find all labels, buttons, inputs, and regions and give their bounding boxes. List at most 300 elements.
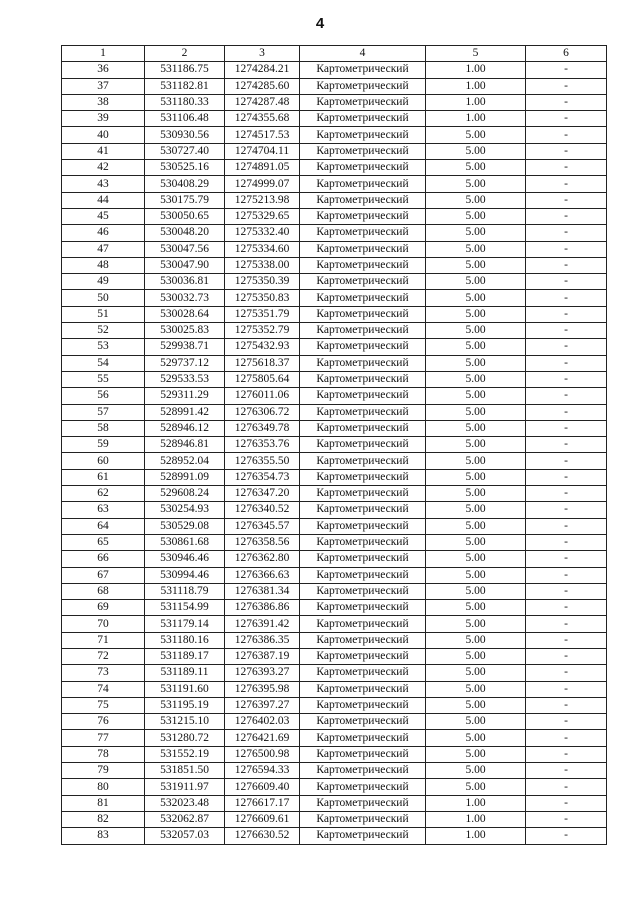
accuracy-cell: 5.00: [426, 241, 526, 257]
accuracy-cell: 5.00: [426, 551, 526, 567]
note-cell: -: [526, 534, 607, 550]
note-cell: -: [526, 828, 607, 844]
x-coordinate-cell: 529533.53: [145, 371, 225, 387]
note-cell: -: [526, 779, 607, 795]
note-cell: -: [526, 339, 607, 355]
method-cell: Картометрический: [300, 534, 426, 550]
point-number-cell: 56: [62, 388, 145, 404]
note-cell: -: [526, 420, 607, 436]
x-coordinate-cell: 532057.03: [145, 828, 225, 844]
method-cell: Картометрический: [300, 111, 426, 127]
point-number-cell: 55: [62, 371, 145, 387]
table-row: [62, 567, 607, 583]
accuracy-cell: 5.00: [426, 192, 526, 208]
y-coordinate-cell: 1274287.48: [225, 94, 300, 110]
y-coordinate-cell: 1276402.03: [225, 714, 300, 730]
y-coordinate-cell: 1276617.17: [225, 795, 300, 811]
y-coordinate-cell: 1276609.61: [225, 811, 300, 827]
table-row: [62, 486, 607, 502]
x-coordinate-cell: 528991.09: [145, 469, 225, 485]
point-number-cell: 59: [62, 437, 145, 453]
accuracy-cell: 5.00: [426, 160, 526, 176]
point-number-cell: 82: [62, 811, 145, 827]
accuracy-cell: 1.00: [426, 62, 526, 78]
x-coordinate-cell: 531186.75: [145, 62, 225, 78]
y-coordinate-cell: 1275332.40: [225, 225, 300, 241]
x-coordinate-cell: 532023.48: [145, 795, 225, 811]
method-cell: Картометрический: [300, 420, 426, 436]
x-coordinate-cell: 530946.46: [145, 551, 225, 567]
method-cell: Картометрический: [300, 811, 426, 827]
table-row: [62, 143, 607, 159]
method-cell: Картометрический: [300, 779, 426, 795]
x-coordinate-cell: 528952.04: [145, 453, 225, 469]
point-number-cell: 49: [62, 274, 145, 290]
point-number-cell: 42: [62, 160, 145, 176]
note-cell: -: [526, 274, 607, 290]
y-coordinate-cell: 1275338.00: [225, 257, 300, 273]
y-coordinate-cell: 1276500.98: [225, 746, 300, 762]
method-cell: Картометрический: [300, 616, 426, 632]
note-cell: -: [526, 795, 607, 811]
table-row: [62, 746, 607, 762]
x-coordinate-cell: 529311.29: [145, 388, 225, 404]
accuracy-cell: 5.00: [426, 274, 526, 290]
y-coordinate-cell: 1275350.39: [225, 274, 300, 290]
table-row: [62, 127, 607, 143]
y-coordinate-cell: 1274285.60: [225, 78, 300, 94]
y-coordinate-cell: 1276362.80: [225, 551, 300, 567]
y-coordinate-cell: 1274355.68: [225, 111, 300, 127]
column-header: 1: [62, 46, 145, 62]
accuracy-cell: 5.00: [426, 583, 526, 599]
table-row: [62, 420, 607, 436]
method-cell: Картометрический: [300, 371, 426, 387]
table-row: [62, 583, 607, 599]
table-row: [62, 730, 607, 746]
accuracy-cell: 5.00: [426, 339, 526, 355]
note-cell: -: [526, 208, 607, 224]
y-coordinate-cell: 1276347.20: [225, 486, 300, 502]
point-number-cell: 39: [62, 111, 145, 127]
note-cell: -: [526, 192, 607, 208]
point-number-cell: 70: [62, 616, 145, 632]
y-coordinate-cell: 1276381.34: [225, 583, 300, 599]
x-coordinate-cell: 531911.97: [145, 779, 225, 795]
note-cell: -: [526, 143, 607, 159]
method-cell: Картометрический: [300, 192, 426, 208]
accuracy-cell: 5.00: [426, 453, 526, 469]
accuracy-cell: 1.00: [426, 94, 526, 110]
column-header: 3: [225, 46, 300, 62]
note-cell: -: [526, 241, 607, 257]
note-cell: -: [526, 681, 607, 697]
table-row: [62, 453, 607, 469]
note-cell: -: [526, 323, 607, 339]
point-number-cell: 36: [62, 62, 145, 78]
point-number-cell: 48: [62, 257, 145, 273]
method-cell: Картометрический: [300, 176, 426, 192]
table-row: [62, 176, 607, 192]
table-row: [62, 648, 607, 664]
note-cell: -: [526, 616, 607, 632]
y-coordinate-cell: 1276391.42: [225, 616, 300, 632]
accuracy-cell: 5.00: [426, 306, 526, 322]
table-row: [62, 208, 607, 224]
note-cell: -: [526, 714, 607, 730]
method-cell: Картометрический: [300, 404, 426, 420]
accuracy-cell: 5.00: [426, 486, 526, 502]
x-coordinate-cell: 530861.68: [145, 534, 225, 550]
table-row: [62, 355, 607, 371]
point-number-cell: 75: [62, 697, 145, 713]
method-cell: Картометрический: [300, 339, 426, 355]
y-coordinate-cell: 1275329.65: [225, 208, 300, 224]
y-coordinate-cell: 1276358.56: [225, 534, 300, 550]
x-coordinate-cell: 530036.81: [145, 274, 225, 290]
method-cell: Картометрический: [300, 648, 426, 664]
method-cell: Картометрический: [300, 681, 426, 697]
point-number-cell: 41: [62, 143, 145, 159]
y-coordinate-cell: 1274284.21: [225, 62, 300, 78]
x-coordinate-cell: 530028.64: [145, 306, 225, 322]
x-coordinate-cell: 528946.81: [145, 437, 225, 453]
x-coordinate-cell: 530727.40: [145, 143, 225, 159]
table-row: [62, 94, 607, 110]
accuracy-cell: 5.00: [426, 730, 526, 746]
accuracy-cell: 5.00: [426, 437, 526, 453]
y-coordinate-cell: 1275213.98: [225, 192, 300, 208]
table-row: [62, 795, 607, 811]
method-cell: Картометрический: [300, 388, 426, 404]
note-cell: -: [526, 518, 607, 534]
x-coordinate-cell: 530032.73: [145, 290, 225, 306]
note-cell: -: [526, 469, 607, 485]
y-coordinate-cell: 1276366.63: [225, 567, 300, 583]
accuracy-cell: 5.00: [426, 600, 526, 616]
y-coordinate-cell: 1276387.19: [225, 648, 300, 664]
table-row: [62, 681, 607, 697]
accuracy-cell: 5.00: [426, 225, 526, 241]
table-row: [62, 78, 607, 94]
method-cell: Картометрический: [300, 453, 426, 469]
x-coordinate-cell: 529608.24: [145, 486, 225, 502]
method-cell: Картометрический: [300, 323, 426, 339]
point-number-cell: 81: [62, 795, 145, 811]
x-coordinate-cell: 531552.19: [145, 746, 225, 762]
point-number-cell: 60: [62, 453, 145, 469]
x-coordinate-cell: 530930.56: [145, 127, 225, 143]
accuracy-cell: 5.00: [426, 567, 526, 583]
accuracy-cell: 5.00: [426, 371, 526, 387]
y-coordinate-cell: 1276340.52: [225, 502, 300, 518]
accuracy-cell: 5.00: [426, 714, 526, 730]
note-cell: -: [526, 730, 607, 746]
x-coordinate-cell: 531179.14: [145, 616, 225, 632]
note-cell: -: [526, 388, 607, 404]
accuracy-cell: 5.00: [426, 632, 526, 648]
table-row: [62, 437, 607, 453]
x-coordinate-cell: 531106.48: [145, 111, 225, 127]
point-number-cell: 74: [62, 681, 145, 697]
x-coordinate-cell: 531851.50: [145, 763, 225, 779]
note-cell: -: [526, 551, 607, 567]
method-cell: Картометрический: [300, 697, 426, 713]
accuracy-cell: 5.00: [426, 420, 526, 436]
accuracy-cell: 5.00: [426, 616, 526, 632]
accuracy-cell: 5.00: [426, 388, 526, 404]
method-cell: Картометрический: [300, 160, 426, 176]
table-row: [62, 469, 607, 485]
table-row: [62, 371, 607, 387]
x-coordinate-cell: 530048.20: [145, 225, 225, 241]
method-cell: Картометрический: [300, 828, 426, 844]
x-coordinate-cell: 531154.99: [145, 600, 225, 616]
x-coordinate-cell: 530254.93: [145, 502, 225, 518]
method-cell: Картометрический: [300, 225, 426, 241]
x-coordinate-cell: 530047.56: [145, 241, 225, 257]
table-row: [62, 811, 607, 827]
table-row: [62, 111, 607, 127]
point-number-cell: 64: [62, 518, 145, 534]
x-coordinate-cell: 531180.33: [145, 94, 225, 110]
table-row: [62, 290, 607, 306]
accuracy-cell: 5.00: [426, 355, 526, 371]
coordinates-table: [61, 45, 607, 845]
note-cell: -: [526, 225, 607, 241]
point-number-cell: 72: [62, 648, 145, 664]
note-cell: -: [526, 257, 607, 273]
x-coordinate-cell: 531189.11: [145, 665, 225, 681]
method-cell: Картометрический: [300, 486, 426, 502]
note-cell: -: [526, 811, 607, 827]
x-coordinate-cell: 531189.17: [145, 648, 225, 664]
point-number-cell: 54: [62, 355, 145, 371]
note-cell: -: [526, 371, 607, 387]
x-coordinate-cell: 530025.83: [145, 323, 225, 339]
note-cell: -: [526, 94, 607, 110]
table-row: [62, 339, 607, 355]
method-cell: Картометрический: [300, 143, 426, 159]
note-cell: -: [526, 437, 607, 453]
table-row: [62, 257, 607, 273]
method-cell: Картометрический: [300, 763, 426, 779]
method-cell: Картометрический: [300, 62, 426, 78]
method-cell: Картометрический: [300, 714, 426, 730]
table-row: [62, 192, 607, 208]
y-coordinate-cell: 1275334.60: [225, 241, 300, 257]
note-cell: -: [526, 111, 607, 127]
note-cell: -: [526, 486, 607, 502]
y-coordinate-cell: 1276306.72: [225, 404, 300, 420]
note-cell: -: [526, 127, 607, 143]
accuracy-cell: 5.00: [426, 763, 526, 779]
accuracy-cell: 1.00: [426, 795, 526, 811]
point-number-cell: 51: [62, 306, 145, 322]
method-cell: Картометрический: [300, 355, 426, 371]
table-row: [62, 714, 607, 730]
y-coordinate-cell: 1276345.57: [225, 518, 300, 534]
note-cell: -: [526, 583, 607, 599]
column-header: 2: [145, 46, 225, 62]
point-number-cell: 40: [62, 127, 145, 143]
table-row: [62, 779, 607, 795]
note-cell: -: [526, 632, 607, 648]
column-header: 5: [426, 46, 526, 62]
note-cell: -: [526, 160, 607, 176]
method-cell: Картометрический: [300, 665, 426, 681]
table-row: [62, 225, 607, 241]
point-number-cell: 83: [62, 828, 145, 844]
accuracy-cell: 5.00: [426, 779, 526, 795]
y-coordinate-cell: 1274891.05: [225, 160, 300, 176]
accuracy-cell: 5.00: [426, 534, 526, 550]
point-number-cell: 43: [62, 176, 145, 192]
note-cell: -: [526, 290, 607, 306]
point-number-cell: 73: [62, 665, 145, 681]
y-coordinate-cell: 1276354.73: [225, 469, 300, 485]
y-coordinate-cell: 1276594.33: [225, 763, 300, 779]
column-header: 4: [300, 46, 426, 62]
point-number-cell: 69: [62, 600, 145, 616]
accuracy-cell: 5.00: [426, 665, 526, 681]
accuracy-cell: 5.00: [426, 404, 526, 420]
table-row: [62, 534, 607, 550]
method-cell: Картометрический: [300, 208, 426, 224]
note-cell: -: [526, 697, 607, 713]
method-cell: Картометрический: [300, 632, 426, 648]
method-cell: Картометрический: [300, 518, 426, 534]
x-coordinate-cell: 530050.65: [145, 208, 225, 224]
point-number-cell: 50: [62, 290, 145, 306]
point-number-cell: 52: [62, 323, 145, 339]
table-header-row: [62, 46, 607, 62]
accuracy-cell: 5.00: [426, 648, 526, 664]
method-cell: Картометрический: [300, 795, 426, 811]
x-coordinate-cell: 531180.16: [145, 632, 225, 648]
point-number-cell: 66: [62, 551, 145, 567]
accuracy-cell: 1.00: [426, 78, 526, 94]
table-row: [62, 306, 607, 322]
y-coordinate-cell: 1274999.07: [225, 176, 300, 192]
point-number-cell: 79: [62, 763, 145, 779]
y-coordinate-cell: 1276393.27: [225, 665, 300, 681]
y-coordinate-cell: 1276386.35: [225, 632, 300, 648]
table-row: [62, 600, 607, 616]
method-cell: Картометрический: [300, 290, 426, 306]
point-number-cell: 65: [62, 534, 145, 550]
table-row: [62, 241, 607, 257]
method-cell: Картометрический: [300, 437, 426, 453]
note-cell: -: [526, 453, 607, 469]
point-number-cell: 45: [62, 208, 145, 224]
point-number-cell: 53: [62, 339, 145, 355]
y-coordinate-cell: 1275351.79: [225, 306, 300, 322]
note-cell: -: [526, 355, 607, 371]
column-header: 6: [526, 46, 607, 62]
y-coordinate-cell: 1275432.93: [225, 339, 300, 355]
point-number-cell: 68: [62, 583, 145, 599]
note-cell: -: [526, 763, 607, 779]
table-row: [62, 404, 607, 420]
accuracy-cell: 1.00: [426, 828, 526, 844]
method-cell: Картометрический: [300, 78, 426, 94]
table-row: [62, 274, 607, 290]
accuracy-cell: 5.00: [426, 681, 526, 697]
method-cell: Картометрический: [300, 306, 426, 322]
method-cell: Картометрический: [300, 257, 426, 273]
y-coordinate-cell: 1275805.64: [225, 371, 300, 387]
note-cell: -: [526, 665, 607, 681]
note-cell: -: [526, 404, 607, 420]
y-coordinate-cell: 1276397.27: [225, 697, 300, 713]
point-number-cell: 63: [62, 502, 145, 518]
method-cell: Картометрический: [300, 274, 426, 290]
note-cell: -: [526, 648, 607, 664]
accuracy-cell: 5.00: [426, 323, 526, 339]
y-coordinate-cell: 1276349.78: [225, 420, 300, 436]
note-cell: -: [526, 78, 607, 94]
accuracy-cell: 5.00: [426, 518, 526, 534]
point-number-cell: 58: [62, 420, 145, 436]
y-coordinate-cell: 1275352.79: [225, 323, 300, 339]
table-row: [62, 665, 607, 681]
table-row: [62, 502, 607, 518]
point-number-cell: 71: [62, 632, 145, 648]
point-number-cell: 38: [62, 94, 145, 110]
y-coordinate-cell: 1276386.86: [225, 600, 300, 616]
x-coordinate-cell: 532062.87: [145, 811, 225, 827]
y-coordinate-cell: 1275618.37: [225, 355, 300, 371]
x-coordinate-cell: 530525.16: [145, 160, 225, 176]
y-coordinate-cell: 1275350.83: [225, 290, 300, 306]
x-coordinate-cell: 530529.08: [145, 518, 225, 534]
x-coordinate-cell: 528946.12: [145, 420, 225, 436]
note-cell: -: [526, 502, 607, 518]
y-coordinate-cell: 1276421.69: [225, 730, 300, 746]
x-coordinate-cell: 530994.46: [145, 567, 225, 583]
x-coordinate-cell: 530175.79: [145, 192, 225, 208]
point-number-cell: 46: [62, 225, 145, 241]
point-number-cell: 57: [62, 404, 145, 420]
x-coordinate-cell: 531182.81: [145, 78, 225, 94]
method-cell: Картометрический: [300, 730, 426, 746]
table-row: [62, 323, 607, 339]
x-coordinate-cell: 530408.29: [145, 176, 225, 192]
point-number-cell: 37: [62, 78, 145, 94]
y-coordinate-cell: 1276395.98: [225, 681, 300, 697]
method-cell: Картометрический: [300, 241, 426, 257]
x-coordinate-cell: 531280.72: [145, 730, 225, 746]
x-coordinate-cell: 529737.12: [145, 355, 225, 371]
method-cell: Картометрический: [300, 94, 426, 110]
accuracy-cell: 5.00: [426, 257, 526, 273]
y-coordinate-cell: 1274517.53: [225, 127, 300, 143]
method-cell: Картометрический: [300, 746, 426, 762]
table-row: [62, 616, 607, 632]
x-coordinate-cell: 531195.19: [145, 697, 225, 713]
method-cell: Картометрический: [300, 567, 426, 583]
x-coordinate-cell: 528991.42: [145, 404, 225, 420]
note-cell: -: [526, 176, 607, 192]
accuracy-cell: 1.00: [426, 811, 526, 827]
point-number-cell: 44: [62, 192, 145, 208]
point-number-cell: 47: [62, 241, 145, 257]
accuracy-cell: 5.00: [426, 746, 526, 762]
note-cell: -: [526, 62, 607, 78]
x-coordinate-cell: 529938.71: [145, 339, 225, 355]
method-cell: Картометрический: [300, 600, 426, 616]
